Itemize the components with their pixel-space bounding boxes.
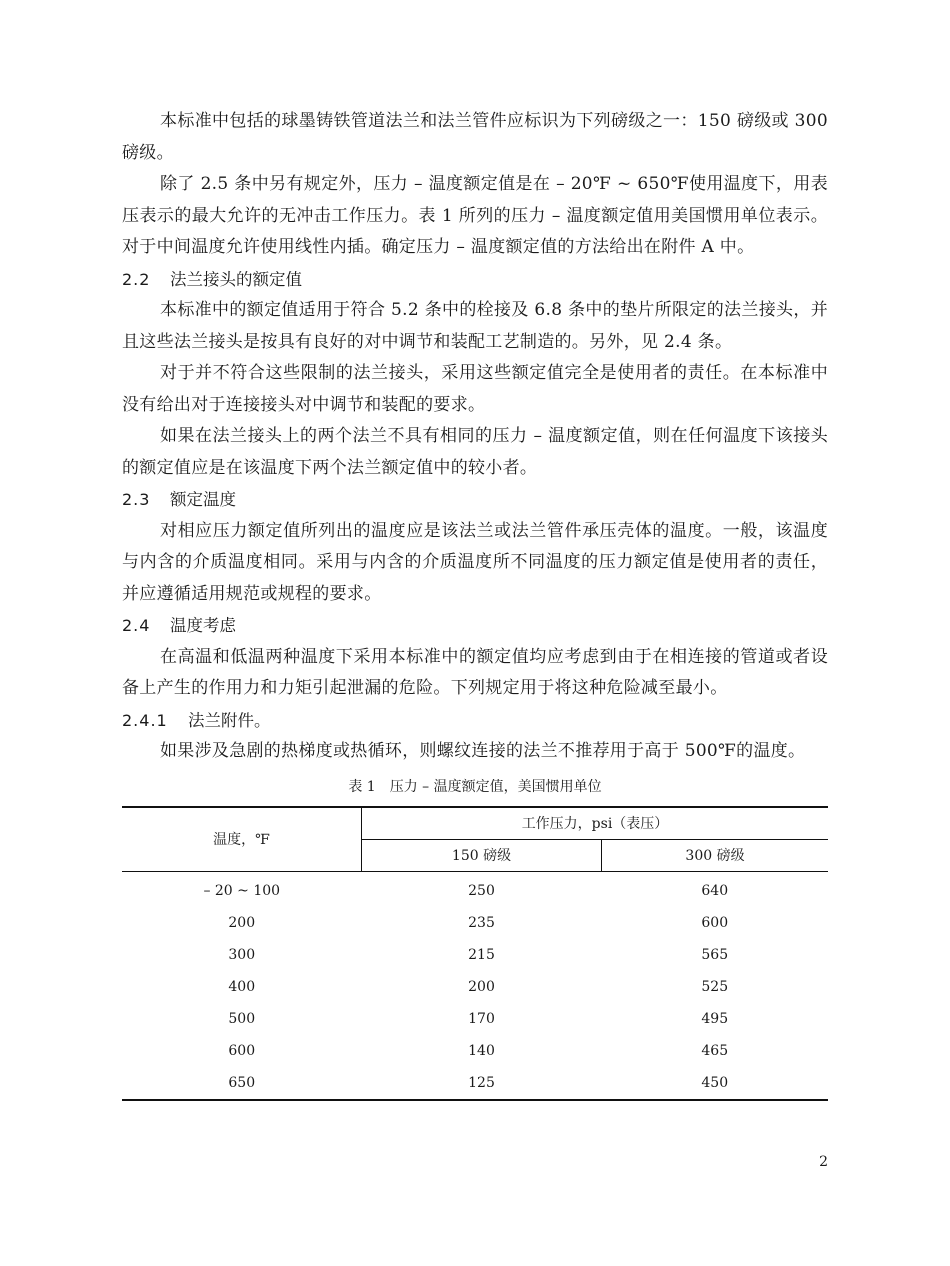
cell-temperature: 200	[228, 914, 256, 931]
cell-class-300: 525	[701, 978, 729, 995]
cell-temperature: 400	[228, 978, 256, 995]
paragraph-pressure-classes: 本标准中包括的球墨铸铁管道法兰和法兰管件应标识为下列磅级之一：150 磅级或 300 磅级。	[122, 111, 828, 163]
table-row	[122, 907, 828, 939]
pressure-temperature-table	[122, 806, 828, 1101]
section-number: 2.3	[122, 490, 151, 509]
paragraph-user-responsibility: 对于并不符合这些限制的法兰接头，采用这些额定值完全是使用者的责任。在本标准中没有给出对于连接接头对中调节和装配的要求。	[122, 363, 828, 415]
column-header-class-300: 300 磅级	[602, 839, 829, 871]
paragraph-joint-ratings: 本标准中的额定值适用于符合 5.2 条中的栓接及 6.8 条中的垫片所限定的法兰接头，并且这些法兰接头是按具有良好的对中调节和装配工艺制造的。另外，见 2.4 条。	[122, 300, 828, 352]
cell-temperature: 500	[228, 1010, 256, 1027]
section-number: 2.4	[122, 616, 151, 635]
page-number: 2	[819, 1154, 828, 1170]
table-row	[122, 1035, 828, 1067]
table-row	[122, 1003, 828, 1035]
section-title: 法兰附件。	[188, 710, 271, 730]
section-heading-2-4-1	[122, 705, 828, 737]
paragraph-ratings-definition: 除了 2.5 条中另有规定外，压力 – 温度额定值是在 – 20℉ ~ 650℉使用温度下，用表压表示的最大允许的无冲击工作压力。表 1 所列的压力 – 温度额定值用美国惯用单位表示。对于中间温度允许使用线性内插。确定压力 – 温度额定值的方法给出在附件 A 中。	[122, 174, 828, 257]
cell-class-150: 170	[468, 1010, 495, 1027]
cell-class-300: 565	[701, 946, 729, 963]
section-heading-2-4	[122, 610, 828, 642]
paragraph-mismatched-flanges: 如果在法兰接头上的两个法兰不具有相同的压力 – 温度额定值，则在任何温度下该接头的额定值应是在该温度下两个法兰额定值中的较小者。	[122, 426, 828, 478]
cell-class-300: 640	[701, 882, 729, 899]
column-header-working-pressure: 工作压力，psi（表压）	[362, 807, 829, 840]
section-title: 法兰接头的额定值	[170, 269, 302, 289]
cell-class-150: 125	[362, 1067, 602, 1100]
section-heading-2-2	[122, 264, 828, 296]
column-header-temperature: 温度，℉	[122, 807, 362, 872]
cell-class-300: 495	[701, 1010, 729, 1027]
table-row	[122, 871, 828, 907]
cell-temperature: 600	[228, 1042, 256, 1059]
cell-class-150: 250	[468, 882, 495, 899]
paragraph-rating-temperature: 对相应压力额定值所列出的温度应是该法兰或法兰管件承压壳体的温度。一般，该温度与内含的介质温度相同。采用与内含的介质温度所不同温度的压力额定值是使用者的责任，并应遵循适用规范或规程的要求。	[122, 520, 828, 604]
cell-class-300: 450	[602, 1067, 829, 1100]
section-title: 温度考虑	[170, 616, 236, 635]
section-number: 2.2	[122, 269, 151, 289]
cell-temperature: 650	[122, 1067, 362, 1100]
column-header-class-150: 150 磅级	[362, 839, 602, 871]
table-row	[122, 939, 828, 971]
paragraph-temperature-considerations: 在高温和低温两种温度下采用本标准中的额定值均应考虑到由于在相连接的管道或者设备上产生的作用力和力矩引起泄漏的危险。下列规定用于将这种危险减至最小。	[122, 646, 828, 698]
section-number: 2.4.1	[122, 710, 168, 730]
section-heading-2-3	[122, 484, 828, 516]
cell-class-150: 215	[468, 946, 495, 963]
paragraph-threaded-flanges: 如果涉及急剧的热梯度或热循环，则螺纹连接的法兰不推荐用于高于 500℉的温度。	[160, 741, 806, 761]
table-row	[122, 971, 828, 1003]
table-caption: 表 1 压力 – 温度额定值，美国惯用单位	[348, 778, 602, 795]
cell-class-150: 140	[468, 1042, 495, 1059]
cell-temperature: – 20 ~ 100	[203, 882, 281, 899]
cell-class-150: 200	[468, 978, 495, 995]
section-title: 额定温度	[170, 490, 236, 509]
cell-class-150: 235	[468, 914, 495, 931]
cell-class-300: 465	[701, 1042, 729, 1059]
cell-temperature: 300	[228, 946, 256, 963]
document-page	[122, 106, 828, 1101]
cell-class-300: 600	[701, 914, 729, 931]
table-row	[122, 1067, 828, 1100]
